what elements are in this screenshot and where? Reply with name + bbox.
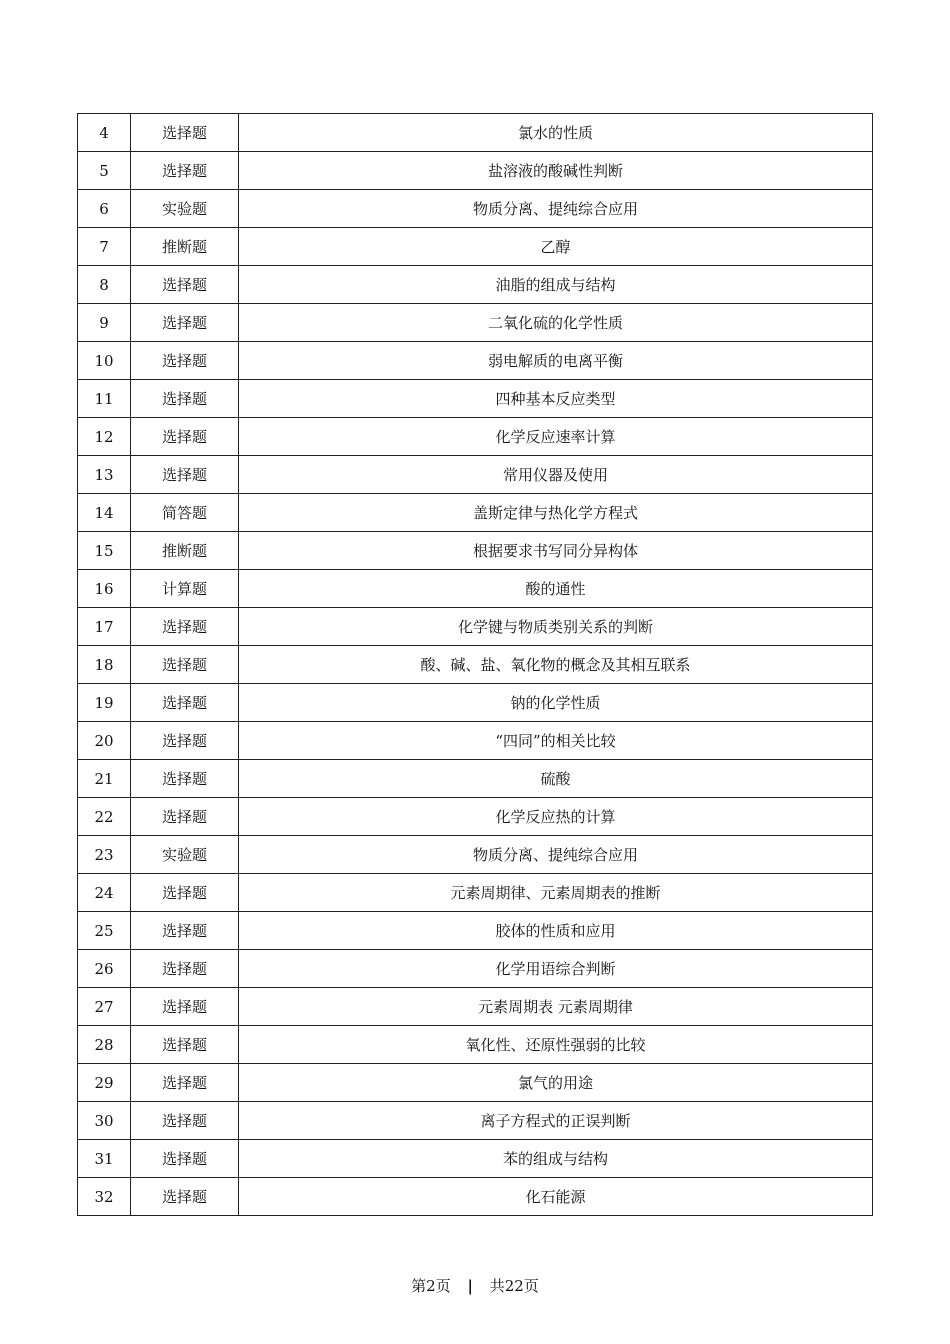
- table-row: [78, 190, 873, 228]
- question-number-cell: 13: [78, 456, 131, 494]
- question-type-cell: 选择题: [131, 380, 239, 418]
- question-number-cell: 24: [78, 874, 131, 912]
- question-type-cell: 计算题: [131, 570, 239, 608]
- question-number-cell: 4: [78, 114, 131, 152]
- table-row: [78, 114, 873, 152]
- question-type-cell: 选择题: [131, 798, 239, 836]
- question-number-cell: 32: [78, 1178, 131, 1216]
- question-type-cell: 选择题: [131, 1140, 239, 1178]
- knowledge-point-cell: 根据要求书写同分异构体: [239, 532, 873, 570]
- knowledge-point-cell: 硫酸: [239, 760, 873, 798]
- question-type-cell: 选择题: [131, 912, 239, 950]
- knowledge-point-cell: 胶体的性质和应用: [239, 912, 873, 950]
- table-body: [78, 114, 873, 1216]
- knowledge-point-cell: 盐溶液的酸碱性判断: [239, 152, 873, 190]
- question-type-cell: 选择题: [131, 646, 239, 684]
- table-row: [78, 988, 873, 1026]
- question-number-cell: 17: [78, 608, 131, 646]
- question-number-cell: 29: [78, 1064, 131, 1102]
- question-number-cell: 23: [78, 836, 131, 874]
- question-type-cell: 实验题: [131, 190, 239, 228]
- knowledge-point-cell: 四种基本反应类型: [239, 380, 873, 418]
- question-number-cell: 11: [78, 380, 131, 418]
- knowledge-point-cell: 氧化性、还原性强弱的比较: [239, 1026, 873, 1064]
- page-number: 第2页: [411, 1277, 451, 1295]
- question-type-cell: 实验题: [131, 836, 239, 874]
- question-number-cell: 8: [78, 266, 131, 304]
- question-type-cell: 选择题: [131, 304, 239, 342]
- table-row: [78, 874, 873, 912]
- question-number-cell: 31: [78, 1140, 131, 1178]
- question-number-cell: 6: [78, 190, 131, 228]
- table-row: [78, 152, 873, 190]
- question-type-cell: 选择题: [131, 418, 239, 456]
- question-number-cell: 20: [78, 722, 131, 760]
- knowledge-point-cell: 弱电解质的电离平衡: [239, 342, 873, 380]
- question-type-cell: 选择题: [131, 152, 239, 190]
- question-number-cell: 15: [78, 532, 131, 570]
- question-number-cell: 16: [78, 570, 131, 608]
- table-row: [78, 722, 873, 760]
- table-row: [78, 798, 873, 836]
- question-number-cell: 7: [78, 228, 131, 266]
- table-row: [78, 646, 873, 684]
- question-type-cell: 选择题: [131, 456, 239, 494]
- question-type-cell: 选择题: [131, 1178, 239, 1216]
- knowledge-point-cell: 氯水的性质: [239, 114, 873, 152]
- question-type-cell: 选择题: [131, 266, 239, 304]
- table-row: [78, 380, 873, 418]
- table-row: [78, 1140, 873, 1178]
- knowledge-point-cell: 元素周期表 元素周期律: [239, 988, 873, 1026]
- knowledge-point-cell: 化学用语综合判断: [239, 950, 873, 988]
- table-row: [78, 1064, 873, 1102]
- question-type-cell: 推断题: [131, 228, 239, 266]
- table-row: [78, 950, 873, 988]
- knowledge-point-cell: 苯的组成与结构: [239, 1140, 873, 1178]
- table-row: [78, 266, 873, 304]
- table-row: [78, 760, 873, 798]
- question-number-cell: 30: [78, 1102, 131, 1140]
- question-type-cell: 选择题: [131, 1026, 239, 1064]
- table-row: [78, 912, 873, 950]
- knowledge-point-cell: 物质分离、提纯综合应用: [239, 836, 873, 874]
- table-row: [78, 456, 873, 494]
- question-number-cell: 25: [78, 912, 131, 950]
- question-type-cell: 选择题: [131, 1064, 239, 1102]
- question-type-cell: 选择题: [131, 114, 239, 152]
- question-number-cell: 22: [78, 798, 131, 836]
- knowledge-point-cell: 酸的通性: [239, 570, 873, 608]
- question-type-cell: 选择题: [131, 608, 239, 646]
- question-number-cell: 14: [78, 494, 131, 532]
- question-type-cell: 选择题: [131, 1102, 239, 1140]
- question-type-cell: 选择题: [131, 722, 239, 760]
- question-number-cell: 27: [78, 988, 131, 1026]
- question-number-cell: 19: [78, 684, 131, 722]
- table-row: [78, 1178, 873, 1216]
- table-row: [78, 532, 873, 570]
- table-row: [78, 228, 873, 266]
- knowledge-point-cell: 钠的化学性质: [239, 684, 873, 722]
- table-row: [78, 836, 873, 874]
- knowledge-point-cell: 物质分离、提纯综合应用: [239, 190, 873, 228]
- question-type-cell: 选择题: [131, 684, 239, 722]
- total-pages: 共22页: [489, 1277, 539, 1295]
- question-type-cell: 推断题: [131, 532, 239, 570]
- knowledge-point-cell: 化学反应速率计算: [239, 418, 873, 456]
- table-row: [78, 1102, 873, 1140]
- knowledge-point-cell: 乙醇: [239, 228, 873, 266]
- question-number-cell: 18: [78, 646, 131, 684]
- question-number-cell: 10: [78, 342, 131, 380]
- question-type-cell: 选择题: [131, 760, 239, 798]
- knowledge-point-cell: 盖斯定律与热化学方程式: [239, 494, 873, 532]
- table-row: [78, 608, 873, 646]
- table-row: [78, 418, 873, 456]
- question-number-cell: 9: [78, 304, 131, 342]
- question-type-cell: 选择题: [131, 342, 239, 380]
- table-row: [78, 570, 873, 608]
- knowledge-point-cell: 氯气的用途: [239, 1064, 873, 1102]
- knowledge-point-cell: 化学键与物质类别关系的判断: [239, 608, 873, 646]
- page-footer: [0, 1275, 950, 1296]
- knowledge-point-cell: 二氧化硫的化学性质: [239, 304, 873, 342]
- question-number-cell: 21: [78, 760, 131, 798]
- knowledge-point-cell: 化石能源: [239, 1178, 873, 1216]
- table-row: [78, 1026, 873, 1064]
- question-number-cell: 28: [78, 1026, 131, 1064]
- question-type-cell: 选择题: [131, 950, 239, 988]
- question-type-cell: 选择题: [131, 988, 239, 1026]
- question-number-cell: 5: [78, 152, 131, 190]
- question-type-cell: 简答题: [131, 494, 239, 532]
- knowledge-point-cell: 酸、碱、盐、氧化物的概念及其相互联系: [239, 646, 873, 684]
- knowledge-point-cell: 离子方程式的正误判断: [239, 1102, 873, 1140]
- knowledge-point-cell: 常用仪器及使用: [239, 456, 873, 494]
- table-row: [78, 684, 873, 722]
- table-row: [78, 304, 873, 342]
- table-row: [78, 342, 873, 380]
- question-type-cell: 选择题: [131, 874, 239, 912]
- footer-separator: |: [467, 1277, 473, 1295]
- question-number-cell: 26: [78, 950, 131, 988]
- question-topic-table: [77, 113, 873, 1216]
- table-row: [78, 494, 873, 532]
- knowledge-point-cell: 化学反应热的计算: [239, 798, 873, 836]
- knowledge-point-cell: 元素周期律、元素周期表的推断: [239, 874, 873, 912]
- knowledge-point-cell: 油脂的组成与结构: [239, 266, 873, 304]
- question-number-cell: 12: [78, 418, 131, 456]
- knowledge-point-cell: “四同”的相关比较: [239, 722, 873, 760]
